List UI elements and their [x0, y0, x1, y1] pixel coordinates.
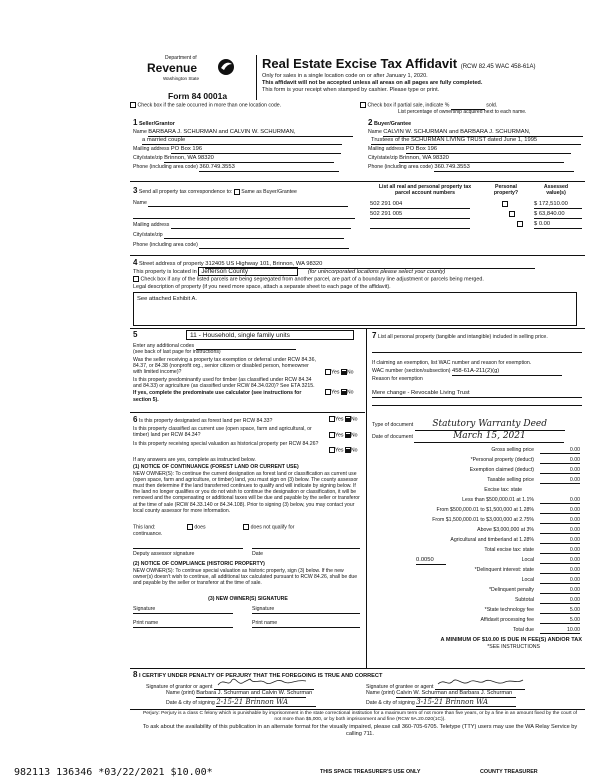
seller-name-value-2[interactable]: a married couple: [142, 137, 342, 145]
tax-value-tier3[interactable]: 0.00: [540, 517, 580, 524]
tax-label-gross: Gross selling price: [491, 447, 534, 453]
new-owner-sig-label-1: Signature: [133, 606, 156, 612]
tax-label-local: Local: [521, 557, 534, 563]
tax-value-total-due[interactable]: 10.00: [540, 627, 580, 634]
land-does-not-checkbox[interactable]: [243, 524, 249, 530]
local-rate[interactable]: 0.0050: [416, 557, 446, 565]
grantee-date-value[interactable]: 3-15-21 Brinnon WA: [416, 698, 516, 707]
tax-value-tier4[interactable]: 0.00: [540, 527, 580, 534]
new-owner-sig-label-2: Signature: [252, 606, 275, 612]
parcel-row-3-num[interactable]: [370, 221, 470, 229]
new-owner-print-label-2: Print name: [252, 620, 278, 626]
buyer-phone-value[interactable]: 360.749.3553: [434, 164, 574, 172]
new-owner-sig-line-2[interactable]: [252, 613, 360, 614]
seller-section: [130, 118, 358, 178]
deputy-signature-line[interactable]: [133, 548, 243, 549]
parcel-table: [366, 184, 586, 242]
form-title: [262, 56, 536, 72]
same-as-buyer-label: Same as Buyer/Grantee: [241, 189, 297, 195]
seller-name-label: Name: [133, 129, 147, 135]
q6b-no-label: No: [350, 432, 358, 439]
form-rcw: (RCW 82.45 WAC 458-61A): [460, 64, 536, 70]
cashier-stamp: 982113 136346 *03/22/2021 $10.00*: [14, 767, 213, 778]
more-location-check-row[interactable]: [130, 102, 281, 109]
wac-value[interactable]: 458-61A-211(2)(g): [452, 368, 562, 376]
grantee-name-value[interactable]: Calvin W. Schurman and Barbara J. Schurman: [396, 690, 516, 698]
new-owner-print-label-1: Print name: [133, 620, 159, 626]
q6b-no-checkbox[interactable]: [345, 432, 351, 438]
legal-label: Legal description of property (if you need more space, attach a separate sheet to each page of the affidavit).: [133, 284, 391, 290]
tax-value-personal[interactable]: 0.00: [540, 457, 580, 464]
continuance-label: continuance.: [133, 531, 163, 537]
corr-phone-label: Phone (including area code): [133, 242, 198, 248]
q6c-yes-label: Yes: [335, 447, 344, 454]
corr-city-field[interactable]: [164, 232, 344, 239]
parcel-col3: Assessed: [543, 184, 569, 190]
tax-value-subtotal[interactable]: 0.00: [540, 597, 580, 604]
segregated-label: Check box if any of the listed parcels are being segregated from another parcel, are part of a boundary line adjustment or parcels being merged.: [140, 276, 484, 283]
parcel-row-2-value[interactable]: $ 63,840.00: [534, 211, 582, 219]
parcel-col2: Personal: [495, 184, 517, 190]
tax-label-excise-state: Excise tax: state: [484, 487, 522, 493]
see-instructions-note: *SEE INSTRUCTIONS: [487, 644, 540, 650]
grantor-signature-scribble: [214, 676, 314, 688]
q5b-yes-label: Yes: [331, 389, 340, 396]
minimum-due-note: A MINIMUM OF $10.00 IS DUE IN FEE(S) AND/OR TAX: [440, 637, 582, 643]
seller-mail-label: Mailing address: [133, 146, 170, 152]
doc-date-value[interactable]: March 15, 2021: [414, 431, 564, 443]
grantee-date-label: Date & city of signing: [366, 700, 415, 706]
parcel-row-1-personal-checkbox[interactable]: [502, 201, 508, 207]
buyer-name-value[interactable]: CALVIN W. SCHURMAN and BARBARA J. SCHURMAN,: [383, 129, 583, 137]
corr-phone-field[interactable]: [199, 242, 349, 249]
tax-label-tier2: From $500,000.01 to $1,500,000 at 1.28%: [436, 507, 534, 513]
certify-text: I CERTIFY UNDER PENALTY OF PERJURY THAT THE FOREGOING IS TRUE AND CORRECT: [139, 673, 383, 679]
tax-label-agri: Agricultural and timberland at 1.28%: [450, 537, 534, 543]
partial-sale-note: List percentage of ownership acquired next to each name.: [398, 109, 527, 115]
parcel-row-2-num[interactable]: 502 291 005: [370, 211, 470, 219]
sold-label: sold.: [486, 102, 498, 109]
notice3-title: (3) NEW OWNER(S) SIGNATURE: [208, 596, 288, 602]
yes-explain: If any answers are yes, complete as instructed below.: [133, 457, 256, 463]
parcel-row-1-value[interactable]: $ 172,510.00: [534, 201, 582, 209]
grantee-signature[interactable]: [435, 681, 525, 690]
tax-label-exemption: Exemption claimed (deduct): [469, 467, 534, 473]
street-value[interactable]: 312405 US Highway 101, Brinnon, WA 98320: [205, 261, 535, 269]
revenue-swoosh-icon: [217, 58, 235, 76]
exemption-question-text: Was the seller receiving a property tax exemption or deferral under RCW 84.36, 84.37, or 84.38 (nonprofit org., senior citizen or disabled person, homeowner with limited income)?: [133, 357, 316, 376]
deputy-date-label: Date: [252, 551, 263, 557]
q6b-yes-checkbox[interactable]: [329, 432, 335, 438]
reason-value[interactable]: Mere change - Revocable Living Trust: [372, 390, 582, 398]
parcel-col2b: property?: [493, 190, 519, 197]
tax-value-processing-fee[interactable]: 5.00: [540, 617, 580, 624]
grantee-signature-scribble: [435, 676, 525, 688]
seller-phone-value[interactable]: 360.749.3553: [199, 164, 339, 172]
tax-label-processing-fee: Affidavit processing fee: [480, 617, 534, 623]
doc-date-label: Date of document: [372, 434, 413, 440]
tax-label-tier4: Above $3,000,000 at 3%: [477, 527, 534, 533]
corr-mail-label: Mailing address: [133, 222, 170, 228]
tax-value-total-state[interactable]: 0.00: [540, 547, 580, 554]
tax-value-delinq-int-state[interactable]: 0.00: [540, 567, 580, 574]
timber-question: [133, 377, 363, 403]
grantor-date-value[interactable]: 2-15-21 Brinnon WA: [216, 698, 316, 707]
same-as-buyer-checkbox[interactable]: [234, 189, 240, 195]
q5a-yes-checkbox[interactable]: [325, 369, 331, 375]
more-location-label: Check box if the sale occurred in more than one location code.: [137, 102, 282, 109]
seller-city-value[interactable]: Brinnon, WA 98320: [164, 155, 334, 163]
deputy-date-line[interactable]: [252, 548, 360, 549]
county-treasurer: COUNTY TREASURER: [480, 769, 538, 775]
seller-name-value[interactable]: BARBARA J. SCHURMAN and CALVIN W. SCHURMAN,: [148, 129, 353, 137]
grantee-sig-label: Signature of grantee or agent: [366, 683, 434, 690]
q6b-yes-label: Yes: [335, 432, 344, 439]
tax-value-agri[interactable]: 0.00: [540, 537, 580, 544]
uninc-note: (for unincorporated locations please select your county): [307, 269, 446, 275]
wac-label: WAC number (section/subsection): [372, 368, 451, 374]
correspondence-section: 3 Send all property tax correspondence to: Same as Buyer/Grantee Name Mailing address City/state/zip Phone (including area code): [130, 184, 360, 254]
tax-label-delinq-int-state: *Delinquent interest: state: [474, 567, 534, 573]
buyer-mail-label: Mailing address: [368, 146, 405, 152]
legal-description-box[interactable]: [133, 292, 577, 326]
additional-codes-text: Enter any additional codes: [133, 343, 195, 349]
buyer-section: [365, 118, 585, 178]
parcel-col1: List all real and personal property tax: [378, 184, 472, 190]
tax-label-tech-fee: *State technology fee: [484, 607, 534, 613]
section7-heading: 7 List all personal property (tangible and intangible) included in selling price.: [372, 331, 548, 340]
tax-label-total-due: Total due: [512, 627, 534, 633]
tax-value-tier1[interactable]: 0.00: [540, 497, 580, 504]
exemption-instruction: If claiming an exemption, list WAC number and reason for exemption.: [372, 360, 532, 366]
tax-value-local[interactable]: 0.00: [540, 557, 580, 564]
buyer-name-label: Name: [368, 129, 382, 135]
deputy-sig-label: Deputy assessor signature: [133, 551, 195, 557]
exemption-question: [133, 357, 363, 376]
land-does-checkbox[interactable]: [187, 524, 193, 530]
grantor-name-label: Name (print): [166, 690, 195, 696]
land-does-not-label: does not qualify for: [250, 524, 295, 531]
historic-question: [133, 441, 365, 454]
tax-value-tier2[interactable]: 0.00: [540, 507, 580, 514]
q6c-no-checkbox[interactable]: [345, 447, 351, 453]
q5a-yes-label: Yes: [331, 369, 340, 376]
tax-label-delinq-penalty: *Delinquent penalty: [489, 587, 534, 593]
this-land-label: This land:: [133, 524, 156, 531]
buyer-heading: 2 Buyer/Grantee: [368, 118, 412, 127]
timber-question-note: If yes, complete the predominate use calculator (see instructions for section 5).: [133, 390, 302, 403]
located-label: This property is located in: [133, 269, 197, 275]
grantor-date-label: Date & city of signing: [166, 700, 215, 706]
q6a-yes-label: Yes: [335, 416, 344, 423]
parcel-row-1-num[interactable]: 502 291 004: [370, 201, 470, 209]
certify-statement: 8 I CERTIFY UNDER PENALTY OF PERJURY THAT THE FOREGOING IS TRUE AND CORRECT: [133, 670, 383, 679]
seller-mail-value[interactable]: PO Box 196: [171, 146, 341, 154]
revenue-text: Revenue: [147, 61, 198, 75]
legal-description-text: See attached Exhibit A.: [137, 296, 197, 302]
tax-label-personal: *Personal property (deduct): [470, 457, 534, 463]
header-note-1: Only for sales in a single location code on or after January 1, 2020.: [262, 73, 428, 79]
dept-of-text: Department of: [165, 55, 197, 61]
current-use-question: [133, 426, 365, 438]
buyer-city-value[interactable]: Brinnon, WA 98320: [399, 155, 564, 163]
tax-value-delinq-penalty[interactable]: 0.00: [540, 587, 580, 594]
form-title-text: Real Estate Excise Tax Affidavit: [262, 56, 458, 71]
perjury-notice: Perjury: Perjury is a class C felony which is punishable by imprisonment in the state correctional institution for a maximum term of not more than five years, or by a fine in an amount fixed by the court of not more than $5,000, or by both imprisonment and fine (RCW 9A.20.020(1C)).: [142, 711, 578, 722]
buyer-name-value-2[interactable]: Trustees of the SCHURMAN LIVING TRUST dated June 1, 1995: [371, 137, 581, 145]
header-note-2: This affidavit will not be accepted unless all areas on all pages are fully completed.: [262, 80, 483, 86]
tax-label-total-state: Total excise tax: state: [484, 547, 534, 553]
historic-question-text: Is this property receiving special valuation as historical property per RCW 84.26?: [133, 441, 319, 447]
q5b-no-checkbox[interactable]: [341, 389, 347, 395]
seller-heading: 1 Seller/Grantor: [133, 118, 175, 127]
q5b-no-label: No: [346, 389, 354, 396]
doc-type-label: Type of document: [372, 422, 414, 428]
more-location-checkbox[interactable]: [130, 102, 136, 108]
land-does-label: does: [194, 524, 206, 531]
seller-city-label: City/state/zip: [133, 155, 163, 161]
doc-type-value[interactable]: Statutory Warranty Deed: [415, 419, 565, 431]
notice2-title: (2) NOTICE OF COMPLIANCE (HISTORIC PROPERTY): [133, 561, 265, 567]
header-note-3: This form is your receipt when stamped by cashier. Please type or print.: [262, 87, 440, 93]
reason-label: Reason for exemption: [372, 376, 423, 382]
q5a-no-checkbox[interactable]: [341, 369, 347, 375]
buyer-mail-value[interactable]: PO Box 196: [406, 146, 571, 154]
buyer-city-label: City/state/zip: [368, 155, 398, 161]
grantor-sig-label: Signature of grantor or agent: [146, 683, 213, 690]
new-owner-print-line-2[interactable]: [252, 627, 360, 628]
parcel-row-3-value[interactable]: $ 0.00: [534, 221, 582, 229]
q5a-no-label: No: [346, 369, 354, 376]
notice1-text: NEW OWNER(S): To continue the current designation as forest land or classification as current use (open space, farm and agriculture, or timber) land, you must sign on (3) below. The county assessor must then determine if the land transferred continues to qualify and will indicate by signing below. If the land no longer qualifies or you do not wish to continue the designation or classification, it will be removed and the compensating or additional taxes will be due and payable by the seller or transferor at the time of sale (RCW 84.33.140 or 84.34.108). Prior to signing (3) below, you may contact your local county assessor for more information.: [133, 471, 360, 514]
seller-heading-text: Seller/Grantor: [138, 121, 175, 127]
parcel-col3b: value(s): [546, 190, 566, 197]
county-select[interactable]: Jefferson County: [198, 267, 298, 276]
alt-format-notice: To ask about the availability of this publication in an alternate format for the visually impaired, please call 360-705-6705. Teletype (TTY) users may use the WA Relay Service by calling 711.: [142, 724, 578, 737]
grantor-signature[interactable]: [214, 681, 314, 690]
forest-question-text: Is this property designated as forest land per RCW 84.33?: [138, 418, 273, 424]
treasurer-use-only: THIS SPACE TREASURER'S USE ONLY: [320, 769, 421, 775]
tax-label-tier1: Less than $500,000.01 at 1.1%: [462, 497, 534, 503]
q6a-yes-checkbox[interactable]: [329, 416, 335, 422]
q6a-no-label: No: [350, 416, 358, 423]
form-number: Form 84 0001a: [168, 91, 228, 101]
tax-value-taxable[interactable]: 0.00: [540, 477, 580, 484]
q6a-no-checkbox[interactable]: [345, 416, 351, 422]
partial-sale-label: Check box if partial sale, indicate %: [367, 102, 450, 109]
grantee-name-label: Name (print): [366, 690, 395, 696]
parcel-col1b: parcel account numbers: [395, 190, 455, 197]
partial-sale-checkbox[interactable]: [360, 102, 366, 108]
tax-value-delinq-int-local[interactable]: 0.00: [540, 577, 580, 584]
tax-label-tier3: From $1,500,000.01 to $3,000,000 at 2.75%: [432, 517, 534, 523]
parcel-row-3-personal-checkbox[interactable]: [517, 221, 523, 227]
q6c-no-label: No: [350, 447, 358, 454]
new-owner-print-line-1[interactable]: [133, 627, 233, 628]
q5b-yes-checkbox[interactable]: [325, 389, 331, 395]
tax-value-exemption[interactable]: 0.00: [540, 467, 580, 474]
section7-heading-text: List all personal property (tangible and intangible) included in selling price.: [377, 334, 548, 340]
buyer-heading-text: Buyer/Grantee: [373, 121, 412, 127]
segregated-checkbox[interactable]: [133, 276, 139, 282]
additional-codes-note: (see back of last page for instructions): [133, 349, 221, 355]
use-code-select[interactable]: 11 - Household, single family units: [186, 330, 354, 340]
corr-name-label: Name: [133, 200, 147, 206]
tax-label-subtotal: Subtotal: [514, 597, 534, 603]
grantor-name-value[interactable]: Barbara J. Schurman and Calvin W. Schurman: [196, 690, 313, 696]
corr-mail-field[interactable]: [171, 222, 351, 229]
street-label: Street address of property: [139, 261, 204, 267]
tax-label-delinq-int-local: Local: [521, 577, 534, 583]
tax-value-tech-fee[interactable]: 5.00: [540, 607, 580, 614]
dor-logo: [137, 52, 247, 90]
forest-land-question: 6 Is this property designated as forest land per RCW 84.33? Yes No: [133, 415, 358, 424]
timber-question-text: Is this property predominantly used for timber (as classified under RCW 84.34 and 84.33) or agriculture (as classified under RCW 84.34.020)? See ETA 3215.: [133, 377, 315, 390]
tax-table: [370, 447, 582, 662]
corr-city-label: City/state/zip: [133, 232, 163, 238]
washington-state-text: Washington State: [163, 76, 200, 81]
tax-label-taxable: Taxable selling price: [487, 477, 534, 483]
notice1-title: (1) NOTICE OF CONTINUANCE (FOREST LAND OR CURRENT USE): [133, 464, 299, 470]
parcel-row-2-personal-checkbox[interactable]: [509, 211, 515, 217]
tax-value-gross[interactable]: 0.00: [540, 447, 580, 454]
seller-phone-label: Phone (including area code): [133, 164, 198, 170]
correspondence-heading: Send all property tax correspondence to:: [138, 189, 233, 195]
buyer-phone-label: Phone (including area code): [368, 164, 433, 170]
notice2-text: NEW OWNER(S): To continue special valuation as historic property, sign (3) below. If the new owner(s) doesn't wish to continue, all additional tax calculated pursuant to RCW 84.26, shall be due and payable by the seller or transferor at the time of sale.: [133, 568, 358, 587]
q6c-yes-checkbox[interactable]: [329, 447, 335, 453]
new-owner-sig-line-1[interactable]: [133, 613, 233, 614]
corr-name-field[interactable]: [148, 200, 348, 207]
this-land-row: [133, 524, 294, 531]
current-use-question-text: Is this property classified as current use (open space, farm and agricultural, or timber) land per RCW 84.34?: [133, 426, 312, 439]
